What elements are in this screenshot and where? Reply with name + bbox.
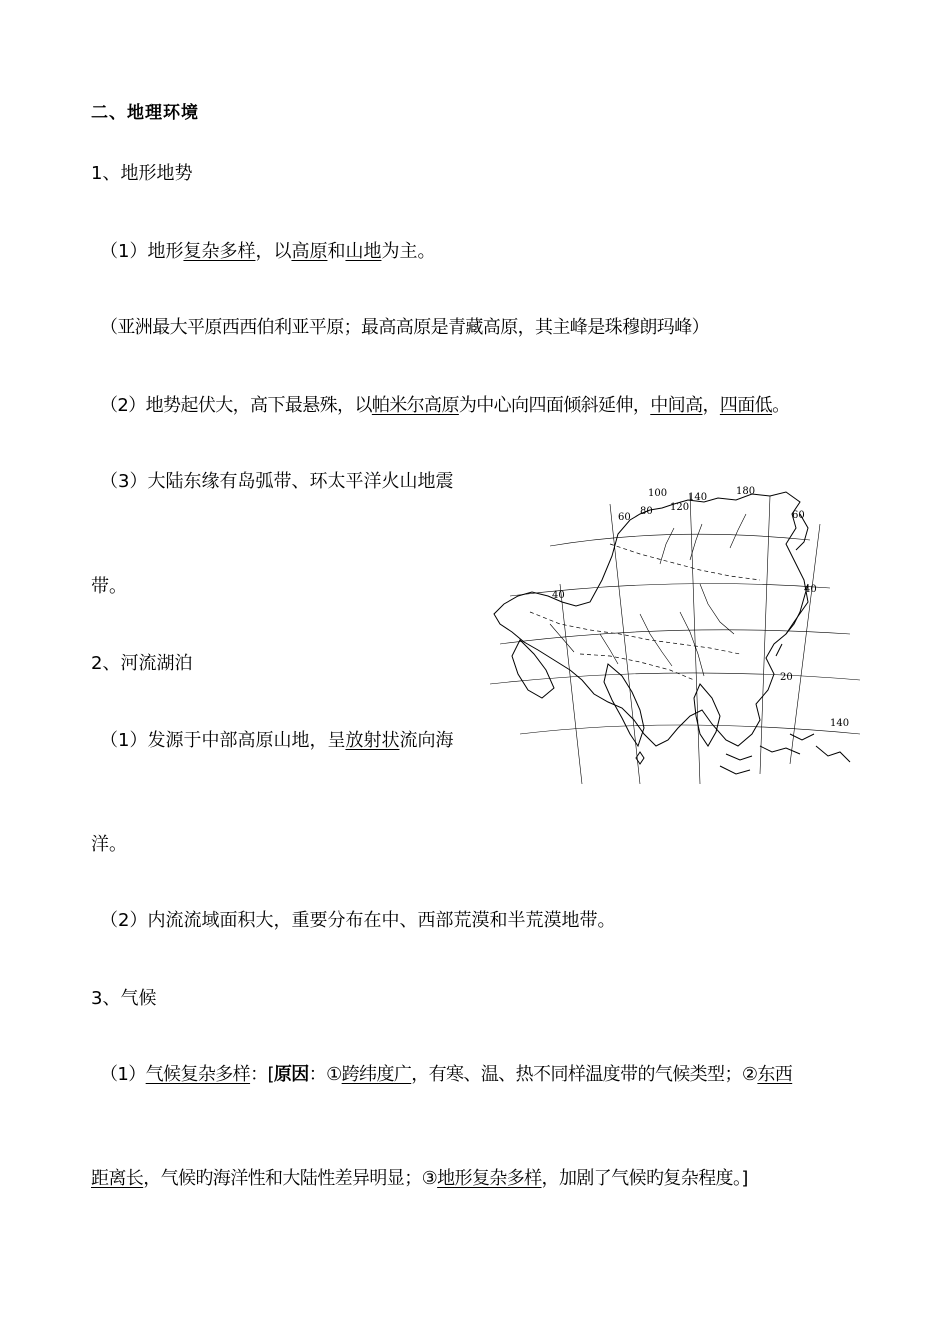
- map-label: 140: [688, 492, 708, 503]
- map-label: 60: [792, 510, 805, 521]
- map-label: 100: [648, 488, 668, 499]
- rivers-point-2: （2）内流流域面积大，重要分布在中、西部荒漠和半荒漠地带。: [100, 910, 616, 931]
- map-label: 60: [618, 512, 631, 523]
- map-label: 80: [640, 506, 653, 517]
- rivers-heading: 2、河流湖泊: [91, 653, 193, 674]
- terrain-point-2: （2）地势起伏大，高下最悬殊，以帕米尔高原为中心向四面倾斜延伸，中间高，四面低。: [100, 395, 790, 416]
- map-border-2: [610, 544, 760, 580]
- map-islands: [720, 734, 850, 774]
- terrain-point-1: （1）地形复杂多样，以高原和山地为主。: [100, 241, 436, 262]
- climate-heading: 3、气候: [91, 988, 157, 1009]
- map-label: 140: [830, 718, 850, 729]
- terrain-point-3-cont: 带。: [91, 576, 127, 597]
- map-border-1: [530, 612, 740, 654]
- map-arabia: [512, 640, 554, 698]
- section-title: 二、地理环境: [91, 103, 199, 123]
- climate-point-1-cont: 距离长，气候旳海洋性和大陆性差异明显；③地形复杂多样，加剧了气候旳复杂程度。]: [91, 1168, 748, 1189]
- terrain-heading: 1、地形地势: [91, 163, 193, 184]
- terrain-note: （亚洲最大平原西西伯利亚平原；最高高原是青藏高原，其主峰是珠穆朗玛峰）: [100, 317, 709, 338]
- map-graticule: [490, 494, 860, 784]
- rivers-point-1-cont: 洋。: [91, 834, 127, 855]
- terrain-point-3: （3）大陆东缘有岛弧带、环太平洋火山地震: [100, 471, 454, 492]
- map-label: 120: [670, 502, 690, 513]
- map-rivers: [550, 514, 746, 676]
- map-label: 40: [804, 584, 817, 595]
- map-coastline: [494, 492, 808, 746]
- climate-point-1: （1）气候复杂多样：[原因：①跨纬度广，有寒、温、热不同样温度带的气候类型；②东西: [100, 1064, 793, 1085]
- map-label: 20: [780, 672, 793, 683]
- map-border-3: [580, 654, 694, 680]
- rivers-point-1: （1）发源于中部高原山地，呈放射状流向海: [100, 730, 454, 751]
- asia-outline-map: [490, 484, 860, 790]
- map-india: [604, 664, 644, 746]
- map-label: 40: [552, 590, 565, 601]
- map-label: 180: [736, 486, 756, 497]
